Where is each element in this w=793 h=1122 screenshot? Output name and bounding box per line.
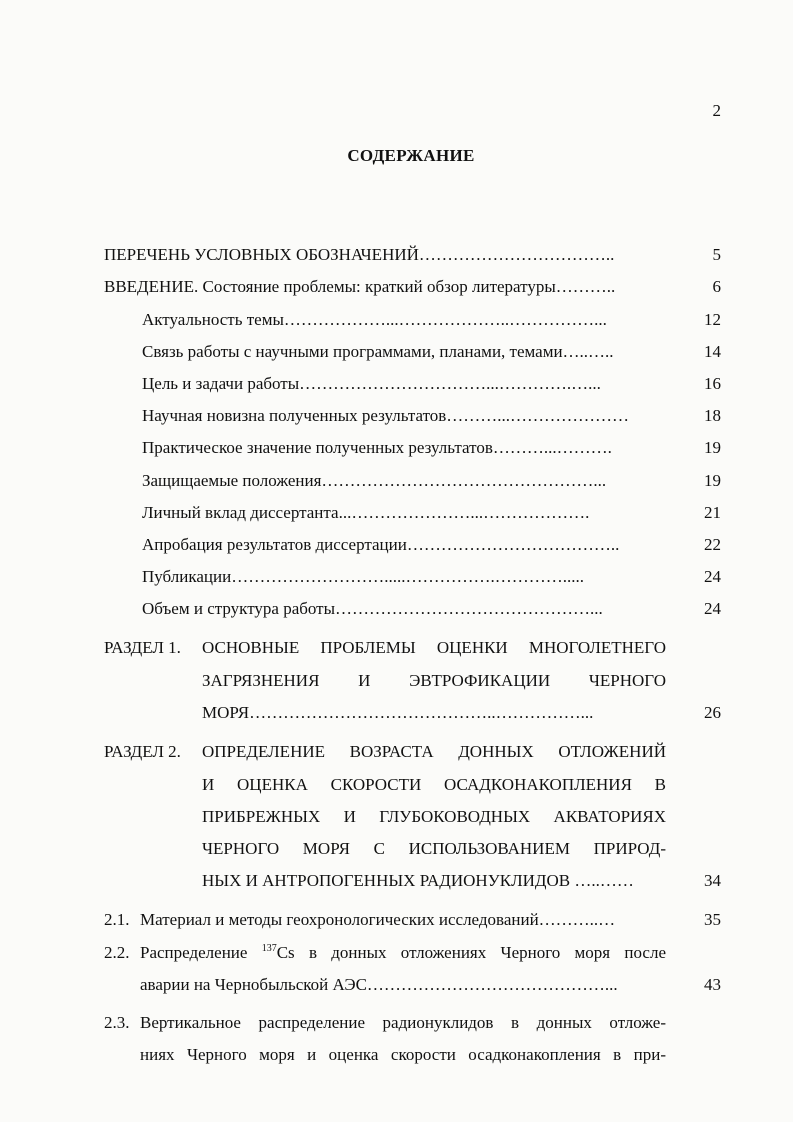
subsection-line	[0, 970, 793, 1000]
subsection-number: 2.1.	[104, 910, 130, 929]
toc-entry-page: 16	[704, 374, 721, 393]
toc-entry-page: 19	[704, 471, 721, 490]
toc-entry-text: Защищаемые положения…………………………………………...	[142, 471, 607, 490]
toc-entry-text: Публикации……………………….....…………….………….....	[142, 567, 584, 586]
toc-entry-page: 35	[704, 910, 721, 929]
toc-entry-page: 19	[704, 438, 721, 457]
toc-entry-page: 14	[704, 342, 721, 361]
page-number: 2	[712, 101, 721, 120]
toc-entry-text: Практическое значение полученных результатов………...……….	[142, 438, 612, 457]
section-title-line: ОПРЕДЕЛЕНИЕ ВОЗРАСТА ДОННЫХ ОТЛОЖЕНИЙ	[202, 742, 666, 761]
toc-entry-page: 6	[712, 277, 721, 296]
subsection-text: Распределение $^{137}$Cs в донных отложениях Черного моря после	[140, 943, 666, 962]
section-title-line: ПРИБРЕЖНЫХ И ГЛУБОКОВОДНЫХ АКВАТОРИЯХ	[202, 807, 666, 826]
toc-entry-text: Научная новизна полученных результатов………...…………………	[142, 406, 630, 425]
toc-entry-page: 26	[704, 703, 721, 722]
toc-entry	[0, 337, 793, 367]
subsection-line	[0, 938, 793, 968]
subsection-text: Вертикальное распределение радионуклидов в донных отложе-	[140, 1013, 666, 1032]
toc-entry	[0, 498, 793, 528]
isotope-superscript: 137	[261, 943, 277, 954]
section-1-line	[0, 666, 793, 696]
toc-entry-page: 5	[712, 245, 721, 264]
subsection-text: аварии на Чернобыльской АЭС……………………………………...	[140, 975, 618, 994]
toc-entry-page: 34	[704, 871, 721, 890]
subsection-line	[0, 905, 793, 935]
section-title-line: ЗАГРЯЗНЕНИЯ И ЭВТРОФИКАЦИИ ЧЕРНОГО	[202, 671, 666, 690]
toc-entry	[0, 240, 793, 270]
toc-entry	[0, 466, 793, 496]
section-2-line	[0, 770, 793, 800]
section-title-line: И ОЦЕНКА СКОРОСТИ ОСАДКОНАКОПЛЕНИЯ В	[202, 775, 666, 794]
toc-entry-text: Апробация результатов диссертации………………………………..	[142, 535, 620, 554]
toc-entry-text: ВВЕДЕНИЕ. Состояние проблемы: краткий обзор литературы………..	[104, 277, 616, 296]
section-title-line: ЧЕРНОГО МОРЯ С ИСПОЛЬЗОВАНИЕМ ПРИРОД-	[202, 839, 666, 858]
toc-entry	[0, 433, 793, 463]
subsection-number: 2.2.	[104, 943, 130, 962]
toc-entry	[0, 594, 793, 624]
toc-entry-page: 22	[704, 535, 721, 554]
section-title-line: МОРЯ……………………………………..……………...	[202, 703, 594, 722]
toc-entry-page: 12	[704, 310, 721, 329]
section-title-line: ОСНОВНЫЕ ПРОБЛЕМЫ ОЦЕНКИ МНОГОЛЕТНЕГО	[202, 638, 666, 657]
toc-entry	[0, 530, 793, 560]
toc-entry	[0, 369, 793, 399]
toc-entry	[0, 272, 793, 302]
toc-entry-text: ПЕРЕЧЕНЬ УСЛОВНЫХ ОБОЗНАЧЕНИЙ……………………………..	[104, 245, 615, 264]
toc-entry-text: Цель и задачи работы……………………………...………….…...	[142, 374, 601, 393]
toc-entry-page: 24	[704, 599, 721, 618]
section-label: РАЗДЕЛ 1.	[104, 638, 181, 657]
subsection-text: Материал и методы геохронологических исследований………..…	[140, 910, 616, 929]
toc-entry-text: Связь работы с научными программами, планами, темами…..…..	[142, 342, 614, 361]
section-2-line	[0, 737, 793, 767]
section-2-line	[0, 834, 793, 864]
toc-entry-page: 24	[704, 567, 721, 586]
section-1-line	[0, 633, 793, 663]
toc-entry-text: Объем и структура работы………………………………………...	[142, 599, 603, 618]
subsection-line	[0, 1008, 793, 1038]
section-title-line: НЫХ И АНТРОПОГЕННЫХ РАДИОНУКЛИДОВ …..……	[202, 871, 634, 890]
subsection-line	[0, 1040, 793, 1070]
toc-entry-page: 43	[704, 975, 721, 994]
toc-entry-text: Личный вклад диссертанта...…………………...……………….	[142, 503, 590, 522]
subsection-text: ниях Черного моря и оценка скорости осадконакопления в при-	[140, 1045, 666, 1064]
toc-entry	[0, 401, 793, 431]
section-1-line	[0, 698, 793, 728]
toc-entry-page: 18	[704, 406, 721, 425]
page-title: СОДЕРЖАНИЕ	[347, 146, 475, 165]
section-2-line	[0, 866, 793, 896]
section-2-line	[0, 802, 793, 832]
section-label: РАЗДЕЛ 2.	[104, 742, 181, 761]
toc-entry	[0, 305, 793, 335]
toc-entry	[0, 562, 793, 592]
toc-entry-text: Актуальность темы………………...………………..……………...	[142, 310, 607, 329]
toc-entry-page: 21	[704, 503, 721, 522]
subsection-number: 2.3.	[104, 1013, 130, 1032]
